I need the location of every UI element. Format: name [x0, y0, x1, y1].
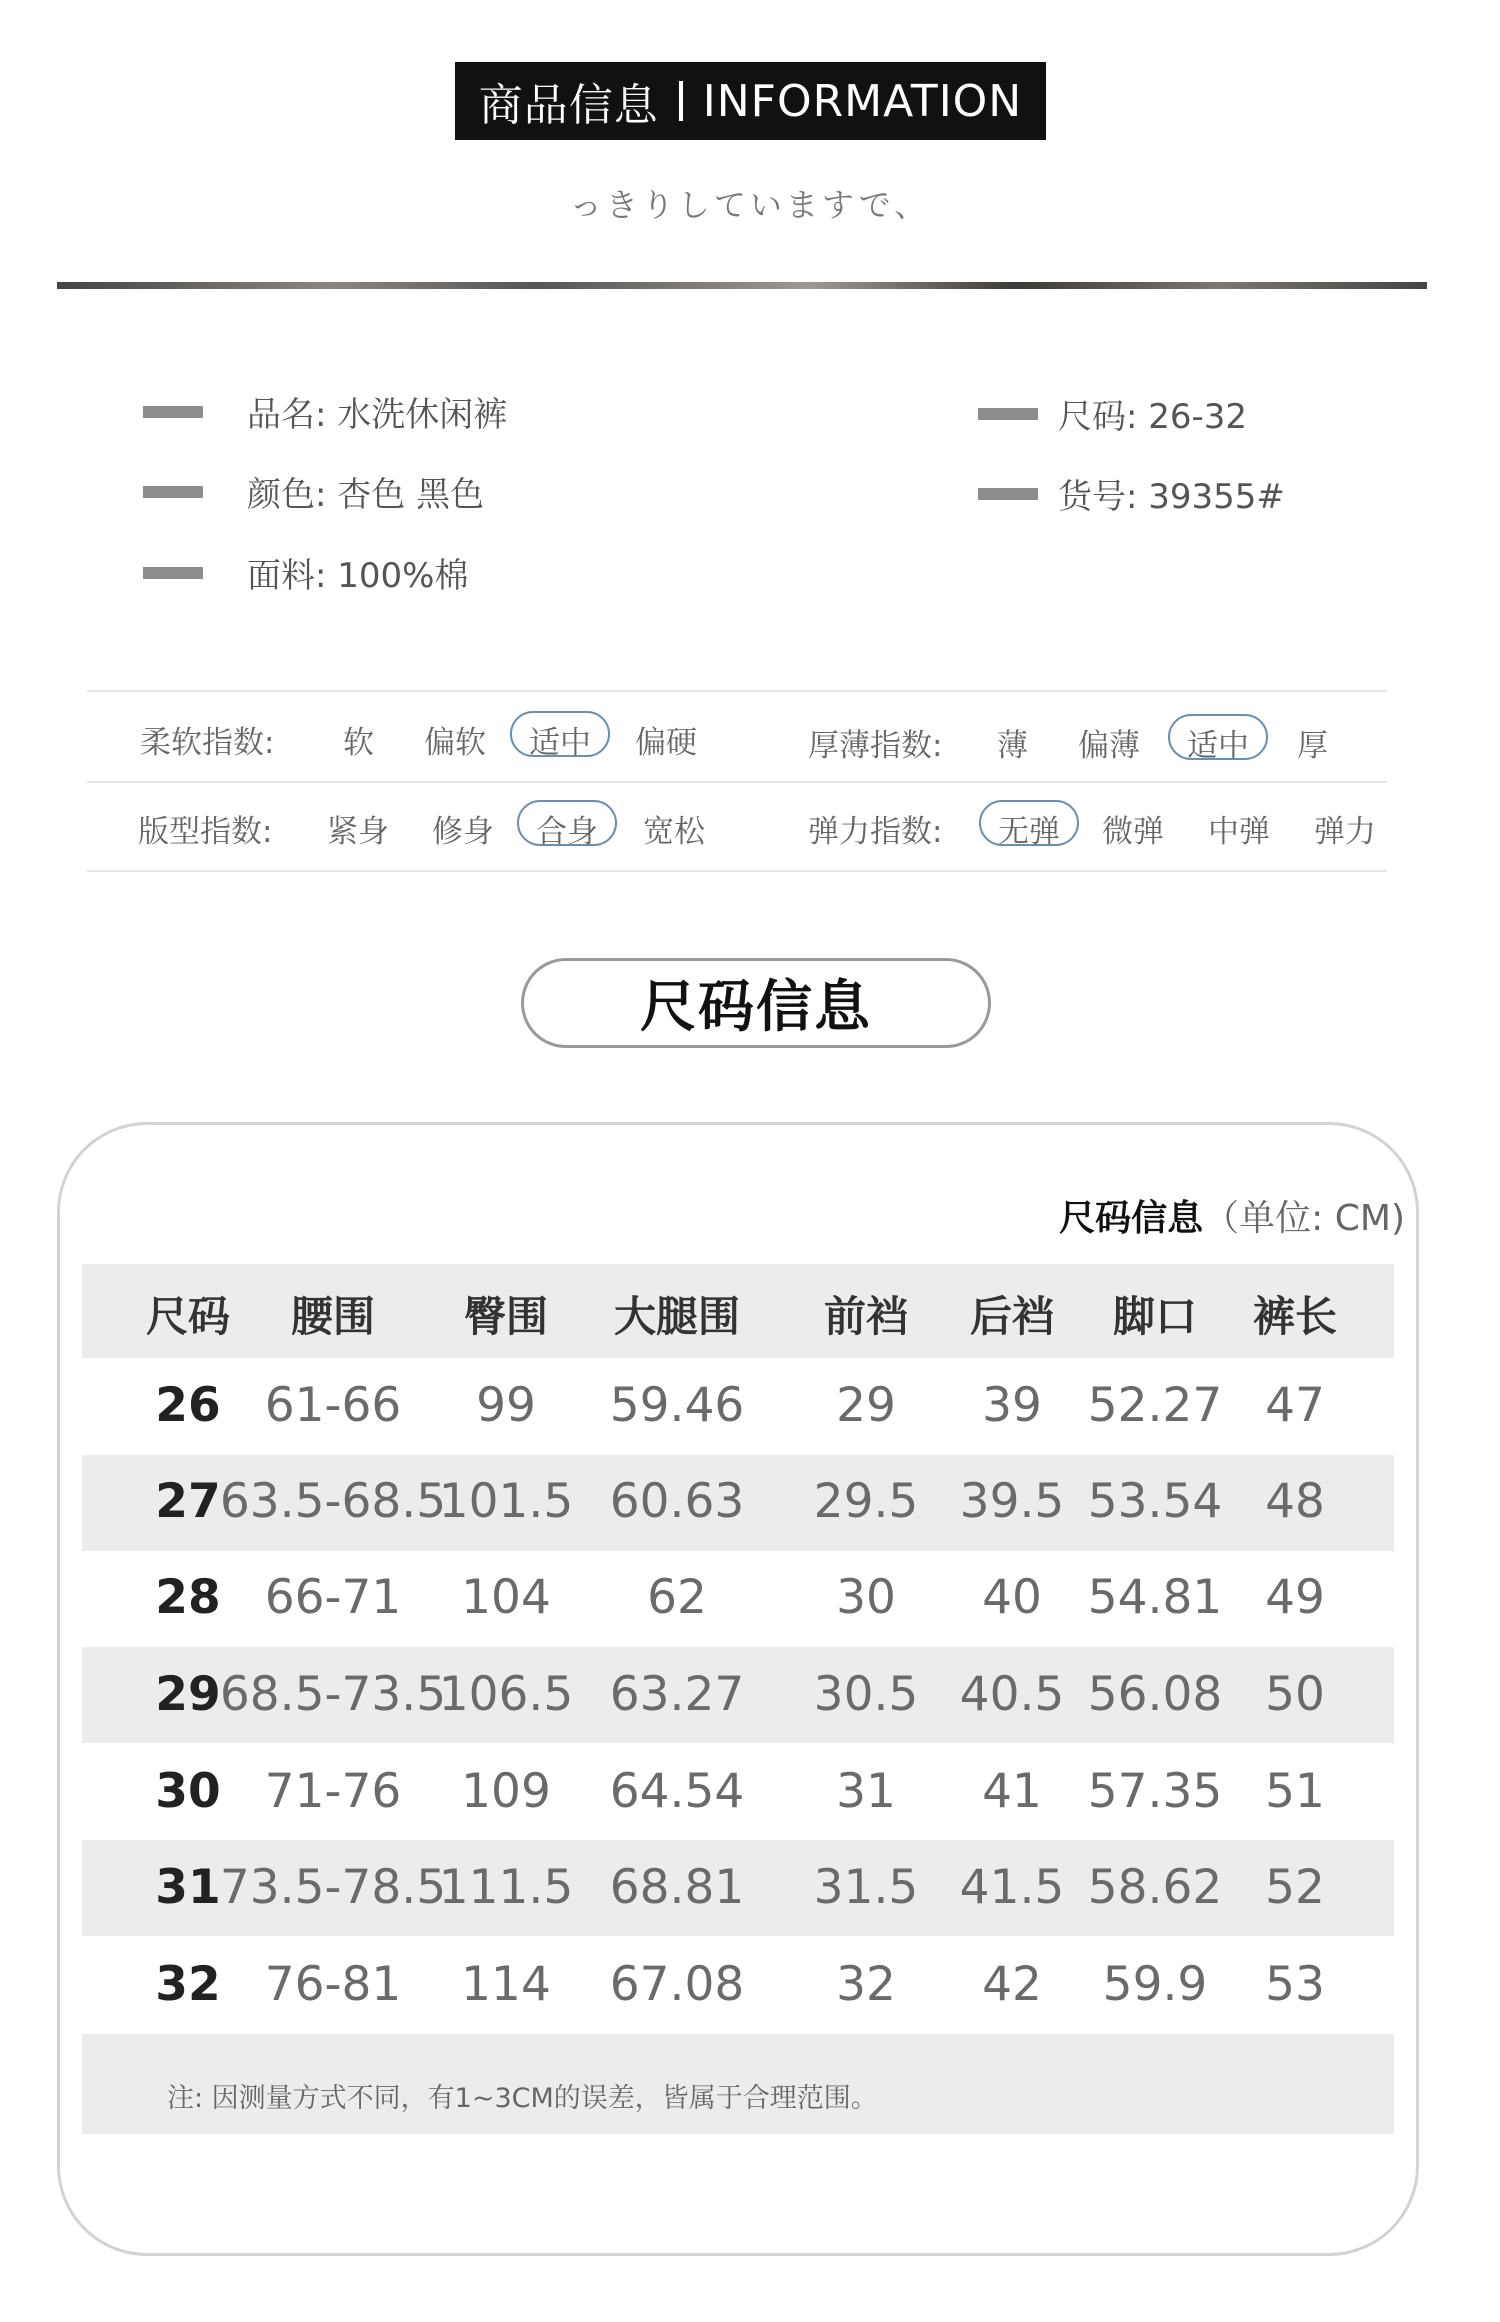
table-cell-leg-opening: 57.35	[1087, 1764, 1223, 1819]
column-header-thigh: 大腿围	[613, 1292, 741, 1341]
bullet-bar	[978, 488, 1038, 500]
thickness-option-fairly-thin: 偏薄	[1078, 728, 1140, 764]
table-cell-leg-opening: 52.27	[1087, 1378, 1223, 1433]
table-cell-hip: 106.5	[438, 1667, 574, 1722]
table-cell-thigh: 63.27	[609, 1667, 745, 1722]
divider-middle	[87, 781, 1387, 783]
table-cell-back-rise: 41	[982, 1764, 1042, 1819]
elasticity-option-medium: 中弹	[1208, 814, 1270, 850]
table-cell-size: 29	[155, 1667, 221, 1722]
softness-option-fairly-soft: 偏软	[424, 725, 486, 761]
bullet-bar	[978, 408, 1038, 420]
table-cell-length: 48	[1265, 1474, 1325, 1529]
table-cell-waist: 68.5-73.5	[219, 1667, 447, 1722]
table-cell-back-rise: 42	[982, 1957, 1042, 2012]
table-cell-waist: 61-66	[264, 1378, 402, 1433]
table-cell-leg-opening: 59.9	[1102, 1957, 1208, 2012]
table-cell-waist: 73.5-78.5	[219, 1860, 447, 1915]
table-cell-thigh: 59.46	[609, 1378, 745, 1433]
column-header-leg-opening: 脚口	[1112, 1292, 1198, 1341]
product-fabric: 面料: 100%棉	[247, 556, 469, 596]
header-title-cn: 商品信息	[478, 80, 659, 131]
table-cell-back-rise: 40	[982, 1570, 1042, 1625]
bullet-bar	[143, 567, 203, 579]
table-cell-length: 49	[1265, 1570, 1325, 1625]
table-cell-thigh: 64.54	[609, 1764, 745, 1819]
size-unit-title: 尺码信息	[1059, 1198, 1204, 1239]
table-cell-front-rise: 31	[836, 1764, 896, 1819]
softness-option-fairly-hard: 偏硬	[635, 725, 697, 761]
table-cell-size: 32	[155, 1957, 221, 2012]
product-size-row	[978, 389, 1247, 438]
table-cell-front-rise: 30	[836, 1570, 896, 1625]
thickness-option-medium: 适中	[1187, 728, 1249, 764]
column-header-front-rise: 前裆	[823, 1292, 909, 1341]
table-cell-length: 52	[1265, 1860, 1325, 1915]
table-cell-leg-opening: 56.08	[1087, 1667, 1223, 1722]
table-cell-leg-opening: 54.81	[1087, 1570, 1223, 1625]
table-cell-hip: 109	[461, 1764, 551, 1819]
product-color: 颜色: 杏色 黑色	[247, 475, 485, 515]
table-cell-back-rise: 39.5	[959, 1474, 1065, 1529]
table-cell-thigh: 60.63	[609, 1474, 745, 1529]
table-cell-length: 50	[1265, 1667, 1325, 1722]
table-cell-waist: 63.5-68.5	[219, 1474, 447, 1529]
table-cell-hip: 111.5	[438, 1860, 574, 1915]
elasticity-option-stretch: 弹力	[1314, 814, 1376, 850]
table-cell-back-rise: 41.5	[959, 1860, 1065, 1915]
table-cell-hip: 104	[461, 1570, 551, 1625]
product-name: 品名: 水洗休闲裤	[247, 395, 508, 435]
product-size: 尺码: 26-32	[1058, 397, 1248, 437]
bullet-bar	[143, 486, 203, 498]
table-cell-size: 27	[155, 1474, 221, 1529]
fit-option-regular: 合身	[536, 814, 598, 850]
table-cell-front-rise: 31.5	[813, 1860, 919, 1915]
softness-label: 柔软指数:	[140, 725, 275, 761]
column-header-waist: 腰围	[290, 1292, 376, 1341]
elasticity-label: 弹力指数:	[808, 814, 943, 850]
product-item-no: 货号: 39355#	[1058, 477, 1285, 517]
size-table-note: 注: 因测量方式不同，有1~3CM的误差，皆属于合理范围。	[167, 2083, 878, 2114]
table-cell-length: 53	[1265, 1957, 1325, 2012]
divider-top	[87, 690, 1387, 692]
column-header-size: 尺码	[145, 1292, 231, 1341]
size-unit-text: （单位: CM)	[1203, 1198, 1405, 1239]
header-subtitle: っきりしていますで、	[569, 186, 931, 224]
section-header	[455, 62, 1046, 140]
elasticity-option-slight: 微弹	[1102, 814, 1164, 850]
thickness-option-thick: 厚	[1297, 728, 1328, 764]
table-cell-size: 28	[155, 1570, 221, 1625]
elasticity-option-none: 无弹	[998, 814, 1060, 850]
table-cell-thigh: 62	[647, 1570, 707, 1625]
thickness-label: 厚薄指数:	[808, 728, 943, 764]
table-cell-hip: 114	[461, 1957, 551, 2012]
table-cell-waist: 71-76	[264, 1764, 402, 1819]
table-cell-back-rise: 39	[982, 1378, 1042, 1433]
table-cell-hip: 101.5	[438, 1474, 574, 1529]
table-cell-leg-opening: 53.54	[1087, 1474, 1223, 1529]
table-cell-thigh: 67.08	[609, 1957, 745, 2012]
table-cell-waist: 76-81	[264, 1957, 402, 2012]
product-name-row	[143, 387, 507, 436]
header-title-en: INFORMATION	[702, 75, 1023, 127]
header-separator	[679, 81, 683, 121]
product-fabric-row	[143, 548, 468, 597]
fit-option-loose: 宽松	[643, 814, 705, 850]
table-cell-waist: 66-71	[264, 1570, 402, 1625]
table-cell-hip: 99	[476, 1378, 536, 1433]
table-cell-front-rise: 30.5	[813, 1667, 919, 1722]
table-cell-length: 51	[1265, 1764, 1325, 1819]
fit-option-slim: 修身	[432, 814, 494, 850]
divider-bottom	[87, 870, 1387, 872]
table-cell-front-rise: 32	[836, 1957, 896, 2012]
column-header-length: 裤长	[1252, 1292, 1338, 1341]
bullet-bar	[143, 406, 203, 418]
product-item-no-row	[978, 469, 1285, 518]
size-unit-caption	[1059, 1190, 1405, 1241]
table-cell-front-rise: 29.5	[813, 1474, 919, 1529]
fit-option-tight: 紧身	[327, 814, 389, 850]
table-cell-size: 30	[155, 1764, 221, 1819]
product-color-row	[143, 467, 484, 516]
size-info-heading: 尺码信息	[521, 958, 991, 1048]
table-cell-front-rise: 29	[836, 1378, 896, 1433]
table-cell-leg-opening: 58.62	[1087, 1860, 1223, 1915]
column-header-back-rise: 后裆	[969, 1292, 1055, 1341]
table-cell-length: 47	[1265, 1378, 1325, 1433]
column-header-hip: 臀围	[463, 1292, 549, 1341]
photo-strip	[57, 282, 1427, 289]
thickness-option-thin: 薄	[997, 728, 1028, 764]
table-cell-back-rise: 40.5	[959, 1667, 1065, 1722]
fit-label: 版型指数:	[138, 814, 273, 850]
table-cell-size: 26	[155, 1378, 221, 1433]
softness-option-soft: 软	[343, 725, 374, 761]
table-cell-size: 31	[155, 1860, 221, 1915]
table-cell-thigh: 68.81	[609, 1860, 745, 1915]
softness-option-medium: 适中	[529, 725, 591, 761]
